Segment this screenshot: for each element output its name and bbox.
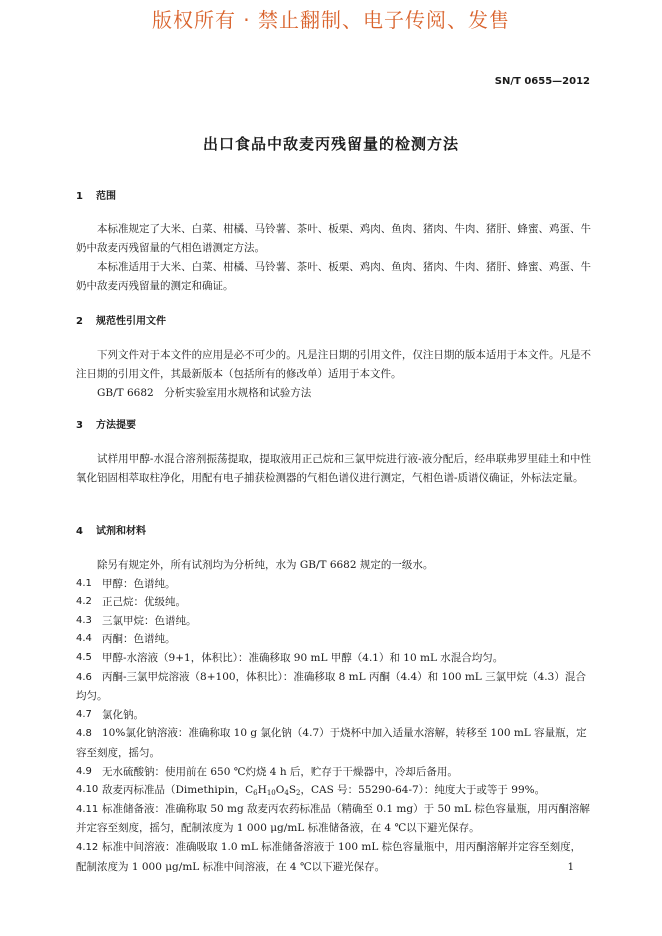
section-title: 方法提要 — [96, 420, 136, 431]
section-2-heading — [76, 312, 591, 331]
section-4-heading — [76, 522, 591, 541]
section-1 — [76, 187, 591, 206]
item-text: 10%氯化钠溶液：准确称取 10 g 氯化钠（4.7）于烧杯中加入适量水溶解，转移至 100 mL 容量瓶，定容至刻度，摇匀。 — [76, 727, 587, 759]
section-1-body — [76, 220, 591, 296]
normative-reference: GB/T 6682 分析实验室用水规格和试验方法 — [97, 387, 312, 399]
list-item — [76, 593, 591, 612]
section-number: 3 — [76, 420, 83, 431]
paragraph: 本标准适用于大米、白菜、柑橘、马铃薯、茶叶、板栗、鸡肉、鱼肉、猪肉、牛肉、猪肝、蜂蜜、鸡蛋、牛奶中敌麦丙残留量的测定和确证。 — [76, 261, 591, 292]
section-1-heading — [76, 187, 591, 206]
section-3-body — [76, 450, 591, 488]
item-text: 三氯甲烷：色谱纯。 — [102, 614, 197, 627]
formula-part: ，CAS 号：55290-64-7）：纯度大于或等于 99%。 — [300, 784, 546, 797]
section-title: 规范性引用文件 — [96, 316, 166, 327]
section-number: 2 — [76, 316, 83, 327]
list-item — [76, 630, 591, 649]
section-2-body — [76, 346, 591, 403]
copyright-watermark: 版权所有 · 禁止翻制、电子传阅、发售 — [151, 8, 511, 32]
list-item — [76, 838, 591, 876]
item-text: 氯化钠。 — [102, 708, 144, 721]
item-number: 4.1 — [76, 577, 92, 589]
page-number: 1 — [567, 862, 574, 873]
list-item — [76, 800, 591, 838]
paragraph: 除另有规定外，所有试剂均为分析纯，水为 GB/T 6682 规定的一级水。 — [97, 559, 434, 571]
item-text: 甲醇-水溶液（9+1，体积比）：准确移取 90 mL 甲醇（4.1）和 10 mL 水混合均匀。 — [102, 651, 504, 664]
section-number: 4 — [76, 526, 83, 537]
list-item — [76, 649, 591, 668]
item-text: 丙酮-三氯甲烷溶液（8+100，体积比）：准确移取 8 mL 丙酮（4.4）和 100 mL 三氯甲烷（4.3）混合均匀。 — [76, 670, 586, 703]
item-number: 4.11 — [76, 803, 99, 815]
section-3-heading — [76, 416, 591, 435]
document-title: 出口食品中敌麦丙残留量的检测方法 — [202, 135, 459, 153]
item-number: 4.5 — [76, 651, 92, 663]
list-item — [76, 612, 591, 631]
item-number: 4.10 — [76, 784, 99, 796]
list-item — [76, 706, 591, 725]
item-text — [102, 781, 591, 800]
item-number: 4.2 — [76, 596, 92, 608]
item-text: 丙酮：色谱纯。 — [102, 633, 176, 646]
list-item — [76, 724, 591, 762]
list-item — [76, 763, 591, 782]
paragraph: 本标准规定了大米、白菜、柑橘、马铃薯、茶叶、板栗、鸡肉、鱼肉、猪肉、牛肉、猪肝、蜂蜜、鸡蛋、牛奶中敌麦丙残留量的气相色谱测定方法。 — [76, 223, 591, 254]
list-item — [76, 575, 591, 594]
formula-subscript: 2 — [296, 789, 301, 798]
section-2 — [76, 312, 591, 331]
item-text: 标准中间溶液：准确吸取 1.0 mL 标准储备溶液于 100 mL 棕色容量瓶中，用丙酮溶解并定容至刻度，配制浓度为 1 000 μg/mL 标准中间溶液，在 4 ℃以下避光保存。 — [76, 840, 582, 873]
section-4 — [76, 522, 591, 541]
formula-subscript: 6 — [253, 789, 258, 798]
paragraph: 试样用甲醇-水混合溶剂振荡提取，提取液用正己烷和三氯甲烷进行液-液分配后，经串联弗罗里硅土和中性氧化铝固相萃取柱净化，用配有电子捕获检测器的气相色谱仪进行测定，气相色谱-质谱仪确证，外标法定量。 — [76, 453, 591, 484]
item-number: 4.12 — [76, 841, 99, 853]
formula-subscript: 10 — [266, 789, 276, 798]
section-4-body — [76, 556, 591, 876]
item-number: 4.7 — [76, 708, 92, 720]
formula-part: S — [288, 784, 297, 797]
item-number: 4.9 — [76, 765, 92, 777]
item-number: 4.8 — [76, 728, 92, 740]
section-title: 试剂和材料 — [96, 526, 146, 537]
item-text: 正己烷：优级纯。 — [102, 596, 186, 609]
item-text: 无水硫酸钠：使用前在 650 ℃灼烧 4 h 后，贮存于干燥器中，冷却后备用。 — [102, 765, 458, 778]
section-number: 1 — [76, 191, 83, 202]
section-title: 范围 — [96, 191, 116, 202]
formula-part: O — [275, 784, 285, 797]
paragraph: 下列文件对于本文件的应用是必不可少的。凡是注日期的引用文件，仅注日期的版本适用于本文件。凡是不注日期的引用文件，其最新版本（包括所有的修改单）适用于本文件。 — [76, 349, 591, 380]
item-number: 4.4 — [76, 633, 92, 645]
item-number: 4.6 — [76, 671, 92, 683]
section-3 — [76, 416, 591, 435]
item-text: 甲醇：色谱纯。 — [102, 577, 176, 590]
formula-subscript: 4 — [284, 789, 289, 798]
item-text: 标准储备液：准确称取 50 mg 敌麦丙农药标准品（精确至 0.1 mg）于 50 mL 棕色容量瓶，用丙酮溶解并定容至刻度，摇匀，配制浓度为 1 000 μg/mL 标准储备液，在 4 ℃以下避光保存。 — [76, 802, 590, 835]
formula-part: 敌麦丙标准品（Dimethipin，C — [102, 784, 254, 797]
standard-code: SN/T 0655—2012 — [494, 76, 590, 87]
list-item — [76, 781, 591, 800]
list-item — [76, 668, 591, 706]
item-number: 4.3 — [76, 614, 92, 626]
formula-part: H — [257, 784, 267, 797]
